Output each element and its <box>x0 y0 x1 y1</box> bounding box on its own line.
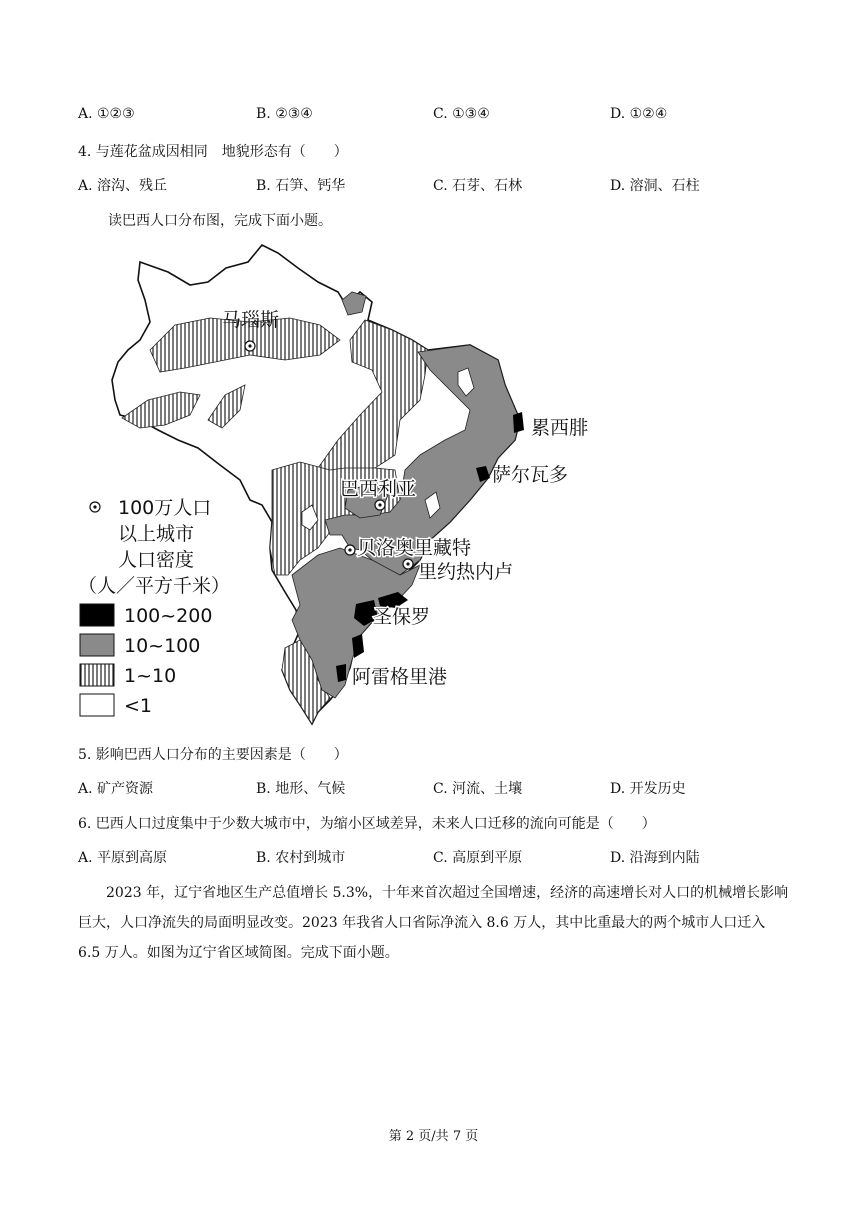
q6-option-c: C. 高原到平原 <box>433 850 523 866</box>
q4-stem: 4. 与莲花盆成因相同 地貌形态有（ ） <box>78 144 348 160</box>
brazil-intro: 读巴西人口分布图，完成下面小题。 <box>108 213 332 229</box>
city-marker-rio <box>403 559 413 569</box>
label-manaus: 马瑙斯 <box>222 309 280 331</box>
liaoning-paragraph: 2023 年，辽宁省地区生产总值增长 5.3%，十年来首次超过全国增速，经济的高速增长对人口的机械增长影响巨大，人口净流失的局面明显改变。2023 年我省人口省际净流入 8.6 万人，其中比重最大的两个城市人口迁入 6.5 万人。如图为辽宁省区域简图。完成下面小题。 <box>78 885 789 961</box>
q5-option-a: A. 矿产资源 <box>78 781 154 797</box>
legend-city-line1: 100万人口 <box>118 497 212 519</box>
legend-class-none: <1 <box>124 695 153 717</box>
city-marker-belo-horizonte <box>345 545 355 555</box>
q5-option-c: C. 河流、土壤 <box>433 781 523 797</box>
q3-option-b: B. ②③④ <box>256 106 313 122</box>
legend-density-line1: 人口密度 <box>118 549 195 571</box>
q4-option-c: C. 石芽、石林 <box>433 178 523 194</box>
label-porto-alegre: 阿雷格里港 <box>352 666 448 688</box>
legend-density-line2: （人／平方千米） <box>78 575 231 597</box>
q4-option-a: A. 溶沟、残丘 <box>78 178 168 194</box>
black-south-coast <box>352 634 364 658</box>
city-marker-brasilia <box>375 500 385 510</box>
q3-option-d: D. ①②④ <box>610 106 668 122</box>
legend-city-line2: 以上城市 <box>118 523 195 545</box>
label-sao-paulo: 圣保罗 <box>373 606 431 628</box>
q3-option-c: C. ①③④ <box>433 106 490 122</box>
q4-option-b: B. 石笋、钙华 <box>256 178 346 194</box>
q5-stem: 5. 影响巴西人口分布的主要因素是（ ） <box>78 747 348 763</box>
legend-swatch-high <box>80 604 114 626</box>
q6-option-b: B. 农村到城市 <box>256 850 346 866</box>
legend-class-low: 1~10 <box>124 665 177 687</box>
city-marker-manaus <box>245 341 255 351</box>
map-legend <box>78 497 230 717</box>
q3-option-a: A. ①②③ <box>78 106 135 122</box>
legend-class-high: 100~200 <box>124 605 213 627</box>
legend-swatch-low <box>80 664 114 686</box>
label-belo-horizonte: 贝洛奥里藏特 <box>357 537 472 559</box>
q6-option-d: D. 沿海到内陆 <box>610 850 700 866</box>
q5-option-b: B. 地形、气候 <box>256 781 346 797</box>
q6-option-a: A. 平原到高原 <box>78 850 168 866</box>
label-salvador: 萨尔瓦多 <box>492 464 569 486</box>
q6-stem: 6. 巴西人口过度集中于少数大城市中，为缩小区域差异，未来人口迁移的流向可能是（ ） <box>78 816 656 832</box>
q5-option-d: D. 开发历史 <box>610 781 686 797</box>
page-footer: 第 2 页/共 7 页 <box>388 1129 479 1144</box>
label-rio: 里约热内卢 <box>418 561 514 583</box>
label-recife: 累西腓 <box>531 417 589 439</box>
black-recife <box>513 412 524 433</box>
legend-swatch-none <box>80 694 114 716</box>
label-brasilia: 巴西利亚 <box>340 478 417 500</box>
legend-class-medium: 10~100 <box>124 635 201 657</box>
q4-option-d: D. 溶洞、石柱 <box>610 178 700 194</box>
legend-swatch-medium <box>80 634 114 656</box>
